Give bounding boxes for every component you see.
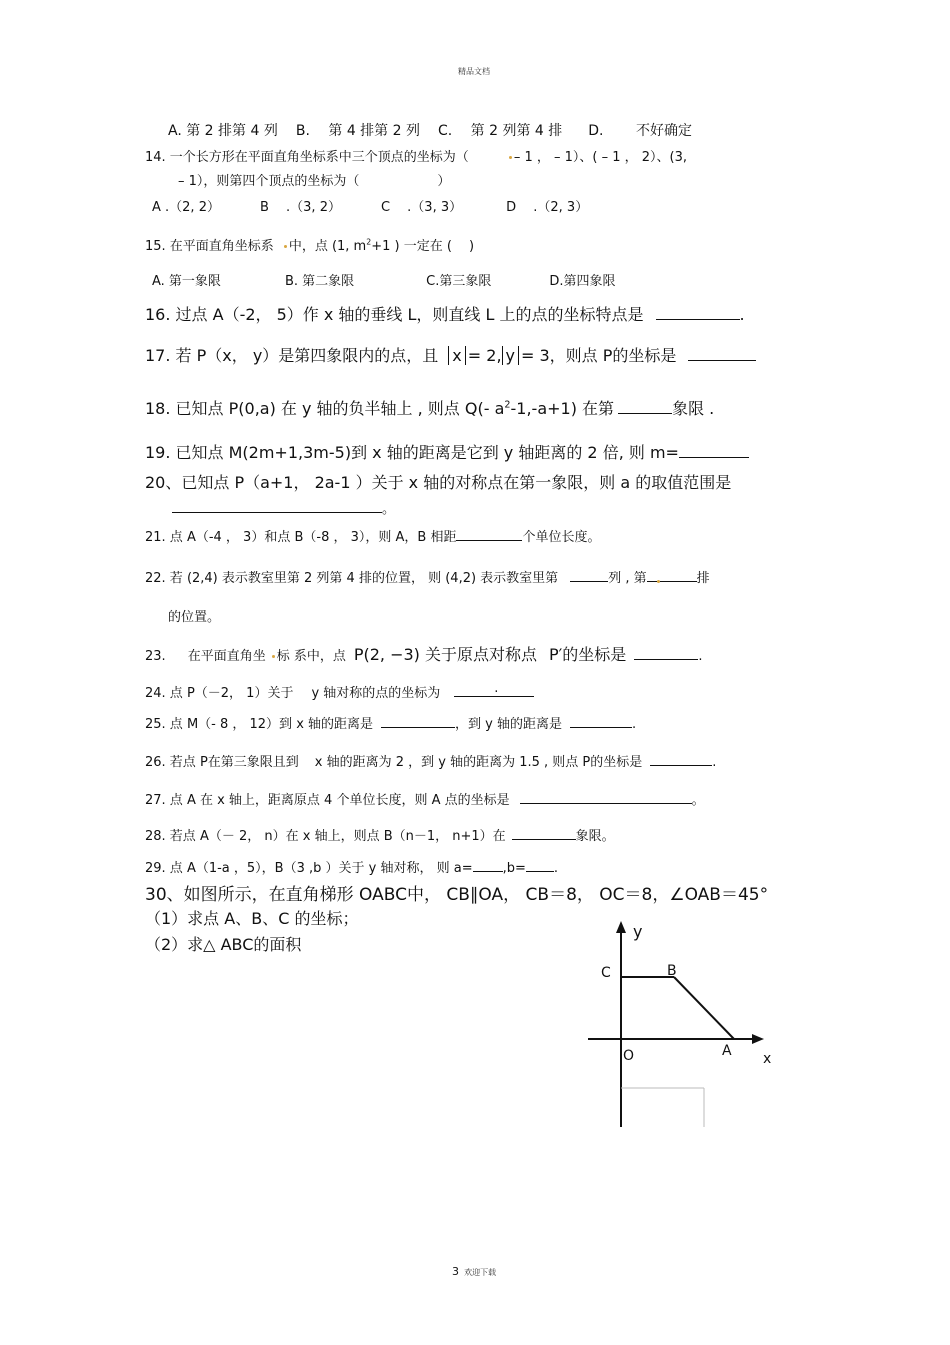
q22-text-c: 排 xyxy=(696,571,710,586)
mark-dot xyxy=(272,655,275,658)
q13-options xyxy=(168,120,692,140)
page-number: 3 xyxy=(452,1265,459,1278)
answer-blank[interactable] xyxy=(381,714,455,728)
answer-blank[interactable] xyxy=(688,344,756,361)
label-b: B xyxy=(667,963,677,979)
q17-abs-x: x xyxy=(448,346,464,365)
q14-line1 xyxy=(145,146,687,165)
q14-options xyxy=(152,196,588,215)
q18-sup: 2 xyxy=(504,399,511,411)
q29-text-a: 29. 点 A（1-a ，5），B（3 ,b ）关于 y 轴对称， 则 a= xyxy=(145,861,473,876)
q22-text-b: 列 , 第 xyxy=(608,571,647,586)
q23-text-d: P′的坐标是 xyxy=(549,645,627,664)
q15-option-d: D.第四象限 xyxy=(549,274,616,289)
q20-line1: 20、已知点 P（a+1， 2a-1 ）关于 x 轴的对称点在第一象限，则 a 的取值范围是 xyxy=(145,473,732,492)
y-label: y xyxy=(633,922,643,941)
answer-blank[interactable] xyxy=(570,568,608,582)
q18-text-c: 象限 . xyxy=(672,399,715,418)
q24-text-b: y 轴对称的点的坐标为 xyxy=(311,686,441,701)
answer-blank[interactable] xyxy=(473,858,503,872)
x-axis-arrow xyxy=(752,1034,764,1044)
answer-blank[interactable] xyxy=(570,714,632,728)
q25-text-a: 25. 点 M（- 8 ， 12）到 x 轴的距离是 xyxy=(145,717,374,732)
q24-line xyxy=(145,682,534,701)
q22-line1 xyxy=(145,567,710,586)
answer-blank[interactable] xyxy=(634,646,698,660)
q17-text-e: = 3，则点 P的坐标是 xyxy=(518,346,676,365)
q15-options xyxy=(152,270,616,289)
q15-option-b: B. 第二象限 xyxy=(284,274,355,289)
q17-line xyxy=(145,343,756,366)
mark-dot xyxy=(509,156,512,159)
answer-blank[interactable] xyxy=(618,397,672,414)
q14-option-d: D .（2, 3） xyxy=(506,200,589,215)
q18-text-b: -1,-a+1) 在第 xyxy=(510,399,615,418)
q20-line2 xyxy=(172,498,395,517)
answer-blank[interactable] xyxy=(679,441,749,458)
q15-option-c: C.第三象限 xyxy=(426,274,492,289)
q26-text-b: x 轴的距离为 2 ，到 y 轴的距离为 1.5 , 则点 P的坐标是 xyxy=(314,755,643,770)
page-footer xyxy=(452,1260,496,1279)
q14-text-b: – 1 ， – 1）、( – 1 ， 2）、(3, xyxy=(513,150,688,165)
q20-end: 。 xyxy=(382,502,396,517)
q13-option-a: A. 第 2 排第 4 列 xyxy=(168,123,278,139)
q25-text-c: . xyxy=(631,717,637,732)
q27-text-b: 。 xyxy=(691,793,705,808)
q23-text-e: . xyxy=(698,649,703,664)
q22-text-a: 22. 若 (2,4) 表示教室里第 2 列第 4 排的位置， 则 (4,2) 表示教室里第 xyxy=(145,571,559,586)
answer-blank[interactable] xyxy=(647,568,697,582)
q15-option-a: A. 第一象限 xyxy=(152,274,221,289)
q24-dot-text: . xyxy=(494,681,499,696)
footer-label: 欢迎下载 xyxy=(464,1268,497,1277)
label-a: A xyxy=(722,1043,732,1059)
answer-blank[interactable] xyxy=(520,790,692,804)
page-header: 精品文档 xyxy=(458,67,490,76)
label-o: O xyxy=(623,1048,635,1064)
q18-line xyxy=(145,396,714,419)
q28-text-b: 象限。 xyxy=(575,829,615,844)
answer-blank[interactable] xyxy=(456,527,522,541)
q17-text-a: 17. 若 P（x， y）是第四象限内的点，且 xyxy=(145,346,439,365)
q17-text-c: = 2, xyxy=(465,346,502,365)
q19-line xyxy=(145,440,749,463)
q28-text-a: 28. 若点 A（－ 2， n）在 x 轴上，则点 B（n－1， n+1）在 xyxy=(145,829,506,844)
q14-line2: – 1），则第四个顶点的坐标为（ ） xyxy=(178,174,451,189)
q29-line xyxy=(145,857,558,876)
answer-blank[interactable] xyxy=(172,499,382,513)
q23-text-a: 在平面直角坐 xyxy=(187,649,266,664)
trapezoid-figure xyxy=(580,915,780,1130)
q29-text-b: ,b= xyxy=(502,861,526,876)
q21-text-a: 21. 点 A（-4 ， 3）和点 B（-8 ， 3），则 A，B 相距 xyxy=(145,530,457,545)
q14-option-c: C .（3, 3） xyxy=(380,200,463,215)
answer-blank[interactable] xyxy=(526,858,554,872)
q15-text-a: 15. 在平面直角坐标系 xyxy=(145,239,274,254)
q23-line xyxy=(145,642,702,665)
q21-text-b: 个单位长度。 xyxy=(522,530,601,545)
q25-text-b: ，到 y 轴的距离是 xyxy=(455,717,562,732)
q30-sub2: （2）求△ ABC的面积 xyxy=(145,935,302,954)
x-label: x xyxy=(763,1051,772,1067)
y-axis-arrow xyxy=(616,921,626,933)
q27-text-a: 27. 点 A 在 x 轴上，距离原点 4 个单位长度，则 A 点的坐标是 xyxy=(145,793,510,808)
q16-line: 16. 过点 A（-2， 5）作 x 轴的垂线 L，则直线 L 上的点的坐标特点是 . xyxy=(145,305,745,324)
q16-text: 16. 过点 A（-2， 5）作 x 轴的垂线 L，则直线 L 上的点的坐标特点是 xyxy=(145,305,644,324)
mark-dot xyxy=(657,580,660,583)
q25-line xyxy=(145,713,636,732)
q15-text-b: 中，点 (1, m xyxy=(288,239,367,254)
answer-blank[interactable] xyxy=(512,826,576,840)
q26-text-c: . xyxy=(712,755,717,770)
q23-num: 23. xyxy=(145,649,166,664)
mark-dot xyxy=(284,245,287,248)
q28-line xyxy=(145,825,615,844)
q13-option-c: C. 第 2 列第 4 排 xyxy=(437,123,563,139)
q13-option-d: D. 不好确定 xyxy=(588,123,692,139)
q18-text-a: 18. 已知点 P(0,a) 在 y 轴的负半轴上 , 则点 Q(- a xyxy=(145,399,505,418)
q30-sub1: （1）求点 A、B、C 的坐标； xyxy=(145,909,359,928)
answer-blank[interactable] xyxy=(656,303,740,320)
q26-line xyxy=(145,751,716,770)
q14-text-a: 14. 一个长方形在平面直角坐标系中三个顶点的坐标为（ xyxy=(145,150,469,165)
q29-text-c: . xyxy=(553,861,559,876)
q24-text-a: 24. 点 P（－2， 1）关于 xyxy=(145,686,294,701)
q14-option-b: B .（3, 2） xyxy=(259,200,341,215)
q19-text: 19. 已知点 M(2m+1,3m-5)到 x 轴的距离是它到 y 轴距离的 2 倍, 则 m= xyxy=(145,443,679,462)
q23-text-b: 标 系中，点 xyxy=(276,649,346,664)
q21-line xyxy=(145,526,600,545)
answer-blank[interactable] xyxy=(454,683,534,697)
q22-line2: 的位置。 xyxy=(168,610,221,625)
q15-text-c: +1 ) 一定在 ( ) xyxy=(371,239,475,254)
q23-text-c: P(2, −3) 关于原点对称点 xyxy=(353,645,538,664)
q15-line xyxy=(145,235,474,254)
q30-line1: 30、如图所示，在直角梯形 OABC中， CB∥OA， CB＝8， OC＝8，∠OAB＝45° xyxy=(145,885,769,905)
q27-line xyxy=(145,789,705,808)
answer-blank[interactable] xyxy=(650,752,712,766)
label-c: C xyxy=(601,965,611,981)
q17-abs-y: y xyxy=(502,346,518,365)
q14-option-a: A .（2, 2） xyxy=(152,200,220,215)
segment-ba xyxy=(674,977,734,1039)
q26-text-a: 26. 若点 P在第三象限且到 xyxy=(145,755,299,770)
q13-option-b: B. 第 4 排第 2 列 xyxy=(295,123,420,139)
q15-sup: 2 xyxy=(366,237,372,247)
